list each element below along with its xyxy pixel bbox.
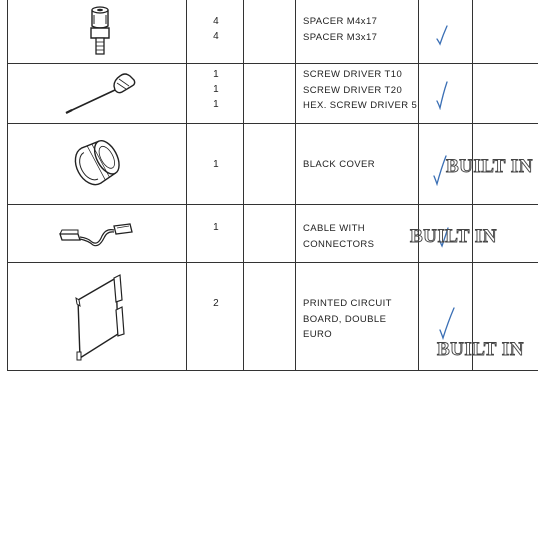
quantity-value: 2 — [213, 298, 219, 309]
built-in-stamp: BUILT IN — [437, 339, 524, 360]
quantity-cell — [190, 220, 242, 235]
checkmark-icon — [435, 24, 449, 46]
part-description: CONNECTORS — [303, 238, 375, 250]
table-border-bottom — [7, 370, 538, 371]
description-cell — [303, 67, 418, 114]
part-description: BLACK COVER — [303, 159, 375, 170]
column-divider — [243, 0, 244, 371]
description-cell — [303, 157, 418, 173]
part-description: PRINTED CIRCUIT — [303, 298, 392, 309]
description-cell — [303, 296, 418, 343]
quantity-value: 1 — [213, 84, 219, 95]
built-in-stamp: BUILT IN — [446, 156, 533, 177]
column-divider — [186, 0, 187, 371]
row-divider — [7, 262, 538, 263]
part-description: BOARD, DOUBLE — [303, 313, 387, 325]
row-divider — [7, 123, 538, 124]
description-cell — [303, 221, 418, 252]
part-description: CABLE WITH — [303, 223, 366, 234]
quantity-value: 1 — [213, 159, 219, 170]
quantity-value: 4 — [213, 16, 219, 27]
description-cell — [303, 14, 418, 45]
table-border-left — [7, 0, 8, 371]
part-description: HEX. SCREW DRIVER 5 — [303, 100, 418, 111]
quantity-cell — [190, 67, 242, 112]
built-in-stamp: BUILT IN — [410, 226, 497, 247]
part-description: EURO — [303, 329, 333, 340]
part-description: SPACER M3x17 — [303, 31, 378, 43]
quantity-cell — [190, 296, 242, 311]
checkmark-icon — [435, 80, 449, 110]
circuit-board-icon — [70, 272, 128, 366]
quantity-cell — [190, 157, 242, 172]
part-description: SPACER M4x17 — [303, 16, 378, 27]
cable-icon — [56, 214, 136, 250]
black-cover-icon — [68, 134, 128, 190]
spacer-icon — [86, 4, 114, 58]
screwdriver-icon — [62, 70, 140, 116]
column-divider — [472, 0, 473, 371]
quantity-value: 1 — [213, 222, 219, 233]
column-divider — [295, 0, 296, 371]
quantity-value: 1 — [213, 99, 219, 110]
row-divider — [7, 63, 538, 64]
part-description: SCREW DRIVER T20 — [303, 84, 403, 96]
column-divider — [418, 0, 419, 371]
checkmark-icon — [438, 306, 456, 340]
quantity-cell — [190, 14, 242, 44]
quantity-value: 4 — [213, 31, 219, 42]
row-divider — [7, 204, 538, 205]
part-description: SCREW DRIVER T10 — [303, 69, 403, 80]
quantity-value: 1 — [213, 69, 219, 80]
